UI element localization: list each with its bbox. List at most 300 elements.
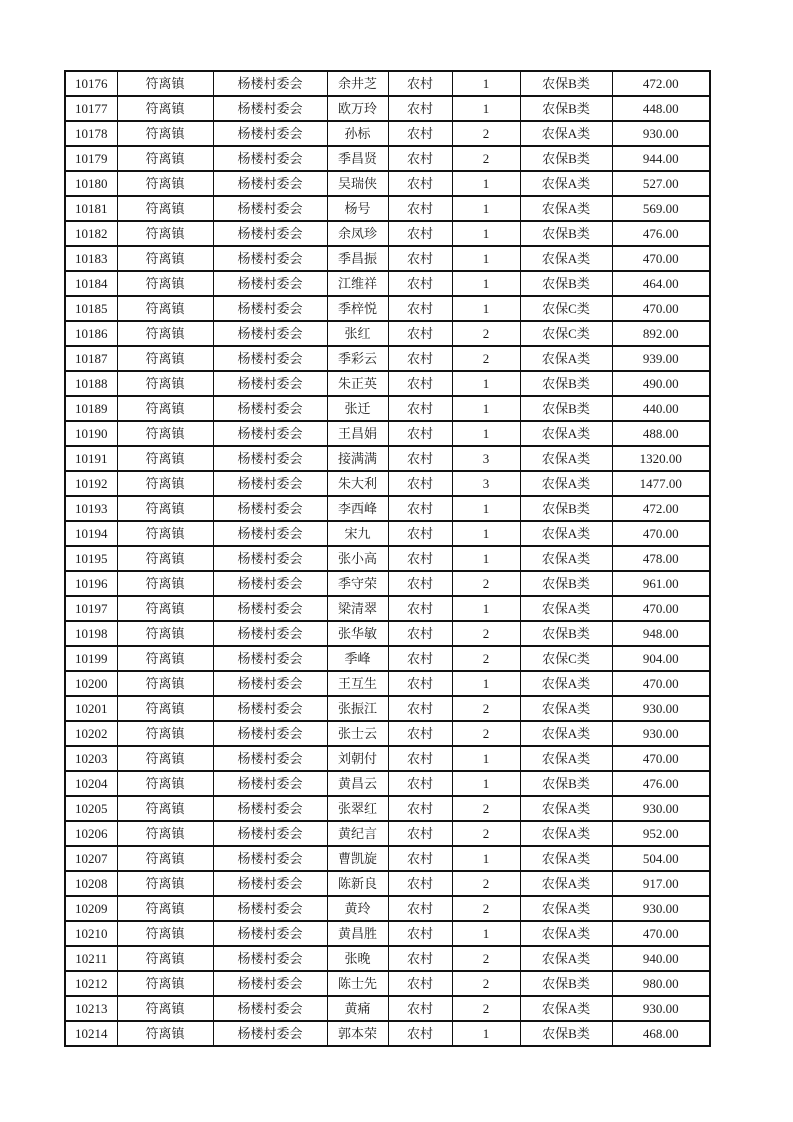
table-row — [65, 271, 710, 296]
cell-name: 黄痛 — [327, 996, 388, 1021]
cell-village: 杨楼村委会 — [213, 771, 327, 796]
cell-village: 杨楼村委会 — [213, 521, 327, 546]
cell-town: 符离镇 — [117, 521, 213, 546]
cell-category: 农保C类 — [520, 296, 612, 321]
cell-residence: 农村 — [388, 846, 452, 871]
payment-table — [64, 70, 711, 1047]
table-row — [65, 346, 710, 371]
cell-category: 农保A类 — [520, 346, 612, 371]
cell-village: 杨楼村委会 — [213, 146, 327, 171]
cell-name: 张小高 — [327, 546, 388, 571]
cell-name: 张华敏 — [327, 621, 388, 646]
cell-residence: 农村 — [388, 746, 452, 771]
cell-town: 符离镇 — [117, 246, 213, 271]
cell-village: 杨楼村委会 — [213, 246, 327, 271]
cell-serial: 10199 — [65, 646, 117, 671]
cell-town: 符离镇 — [117, 371, 213, 396]
cell-town: 符离镇 — [117, 946, 213, 971]
cell-serial: 10176 — [65, 71, 117, 96]
cell-town: 符离镇 — [117, 646, 213, 671]
cell-name: 孙标 — [327, 121, 388, 146]
cell-residence: 农村 — [388, 946, 452, 971]
table-row — [65, 696, 710, 721]
cell-count: 2 — [452, 346, 520, 371]
cell-village: 杨楼村委会 — [213, 171, 327, 196]
cell-serial: 10213 — [65, 996, 117, 1021]
cell-serial: 10196 — [65, 571, 117, 596]
cell-name: 吴瑞侠 — [327, 171, 388, 196]
cell-name: 黄昌胜 — [327, 921, 388, 946]
cell-count: 3 — [452, 446, 520, 471]
cell-name: 陈士先 — [327, 971, 388, 996]
cell-name: 王昌娟 — [327, 421, 388, 446]
cell-town: 符离镇 — [117, 121, 213, 146]
cell-amount: 470.00 — [612, 921, 710, 946]
cell-amount: 892.00 — [612, 321, 710, 346]
cell-count: 2 — [452, 871, 520, 896]
cell-residence: 农村 — [388, 771, 452, 796]
cell-serial: 10185 — [65, 296, 117, 321]
cell-category: 农保A类 — [520, 921, 612, 946]
table-row — [65, 96, 710, 121]
cell-category: 农保B类 — [520, 1021, 612, 1046]
cell-amount: 904.00 — [612, 646, 710, 671]
cell-count: 1 — [452, 596, 520, 621]
cell-residence: 农村 — [388, 896, 452, 921]
cell-serial: 10211 — [65, 946, 117, 971]
cell-residence: 农村 — [388, 1021, 452, 1046]
cell-name: 张士云 — [327, 721, 388, 746]
cell-town: 符离镇 — [117, 871, 213, 896]
cell-amount: 470.00 — [612, 246, 710, 271]
cell-town: 符离镇 — [117, 471, 213, 496]
cell-residence: 农村 — [388, 521, 452, 546]
cell-category: 农保B类 — [520, 71, 612, 96]
cell-town: 符离镇 — [117, 321, 213, 346]
cell-serial: 10186 — [65, 321, 117, 346]
cell-village: 杨楼村委会 — [213, 671, 327, 696]
cell-amount: 448.00 — [612, 96, 710, 121]
cell-village: 杨楼村委会 — [213, 596, 327, 621]
cell-residence: 农村 — [388, 921, 452, 946]
cell-category: 农保C类 — [520, 646, 612, 671]
cell-name: 宋九 — [327, 521, 388, 546]
cell-residence: 农村 — [388, 621, 452, 646]
cell-serial: 10188 — [65, 371, 117, 396]
cell-count: 1 — [452, 496, 520, 521]
table-row — [65, 921, 710, 946]
cell-category: 农保A类 — [520, 946, 612, 971]
cell-count: 1 — [452, 771, 520, 796]
cell-name: 黄昌云 — [327, 771, 388, 796]
cell-serial: 10181 — [65, 196, 117, 221]
cell-count: 1 — [452, 96, 520, 121]
table-row — [65, 596, 710, 621]
cell-serial: 10200 — [65, 671, 117, 696]
cell-count: 2 — [452, 996, 520, 1021]
cell-count: 2 — [452, 721, 520, 746]
cell-count: 2 — [452, 696, 520, 721]
cell-category: 农保B类 — [520, 221, 612, 246]
cell-serial: 10203 — [65, 746, 117, 771]
cell-town: 符离镇 — [117, 146, 213, 171]
cell-category: 农保A类 — [520, 696, 612, 721]
table-row — [65, 146, 710, 171]
cell-name: 张晚 — [327, 946, 388, 971]
cell-count: 1 — [452, 546, 520, 571]
cell-name: 欧万玲 — [327, 96, 388, 121]
cell-amount: 470.00 — [612, 746, 710, 771]
cell-category: 农保B类 — [520, 621, 612, 646]
cell-village: 杨楼村委会 — [213, 221, 327, 246]
cell-category: 农保A类 — [520, 671, 612, 696]
cell-count: 1 — [452, 396, 520, 421]
cell-residence: 农村 — [388, 696, 452, 721]
cell-amount: 917.00 — [612, 871, 710, 896]
cell-residence: 农村 — [388, 421, 452, 446]
table-row — [65, 321, 710, 346]
cell-amount: 504.00 — [612, 846, 710, 871]
cell-category: 农保A类 — [520, 596, 612, 621]
cell-village: 杨楼村委会 — [213, 546, 327, 571]
cell-town: 符离镇 — [117, 271, 213, 296]
cell-village: 杨楼村委会 — [213, 996, 327, 1021]
cell-category: 农保B类 — [520, 571, 612, 596]
table-row — [65, 546, 710, 571]
cell-town: 符离镇 — [117, 1021, 213, 1046]
table-row — [65, 971, 710, 996]
cell-category: 农保B类 — [520, 271, 612, 296]
cell-amount: 930.00 — [612, 796, 710, 821]
cell-amount: 1320.00 — [612, 446, 710, 471]
cell-amount: 930.00 — [612, 996, 710, 1021]
table-row — [65, 121, 710, 146]
table-row — [65, 521, 710, 546]
cell-amount: 464.00 — [612, 271, 710, 296]
cell-amount: 470.00 — [612, 596, 710, 621]
cell-village: 杨楼村委会 — [213, 421, 327, 446]
cell-village: 杨楼村委会 — [213, 646, 327, 671]
cell-village: 杨楼村委会 — [213, 346, 327, 371]
cell-village: 杨楼村委会 — [213, 96, 327, 121]
cell-count: 1 — [452, 246, 520, 271]
cell-count: 2 — [452, 896, 520, 921]
cell-serial: 10198 — [65, 621, 117, 646]
cell-count: 2 — [452, 946, 520, 971]
cell-serial: 10190 — [65, 421, 117, 446]
cell-category: 农保A类 — [520, 746, 612, 771]
cell-serial: 10194 — [65, 521, 117, 546]
cell-name: 黄纪言 — [327, 821, 388, 846]
cell-town: 符离镇 — [117, 996, 213, 1021]
cell-amount: 939.00 — [612, 346, 710, 371]
cell-serial: 10202 — [65, 721, 117, 746]
cell-town: 符离镇 — [117, 421, 213, 446]
cell-count: 1 — [452, 421, 520, 446]
cell-village: 杨楼村委会 — [213, 321, 327, 346]
cell-amount: 940.00 — [612, 946, 710, 971]
cell-town: 符离镇 — [117, 721, 213, 746]
cell-town: 符离镇 — [117, 596, 213, 621]
cell-serial: 10197 — [65, 596, 117, 621]
cell-residence: 农村 — [388, 496, 452, 521]
cell-name: 梁清翠 — [327, 596, 388, 621]
cell-town: 符离镇 — [117, 796, 213, 821]
cell-residence: 农村 — [388, 71, 452, 96]
cell-count: 1 — [452, 71, 520, 96]
cell-town: 符离镇 — [117, 846, 213, 871]
cell-town: 符离镇 — [117, 771, 213, 796]
cell-residence: 农村 — [388, 796, 452, 821]
cell-category: 农保A类 — [520, 196, 612, 221]
table-row — [65, 846, 710, 871]
cell-residence: 农村 — [388, 271, 452, 296]
cell-town: 符离镇 — [117, 196, 213, 221]
cell-count: 1 — [452, 221, 520, 246]
cell-serial: 10205 — [65, 796, 117, 821]
cell-category: 农保A类 — [520, 996, 612, 1021]
cell-name: 季彩云 — [327, 346, 388, 371]
cell-amount: 470.00 — [612, 296, 710, 321]
cell-category: 农保A类 — [520, 896, 612, 921]
cell-town: 符离镇 — [117, 821, 213, 846]
cell-serial: 10208 — [65, 871, 117, 896]
cell-amount: 476.00 — [612, 221, 710, 246]
cell-count: 1 — [452, 296, 520, 321]
cell-count: 1 — [452, 521, 520, 546]
cell-town: 符离镇 — [117, 696, 213, 721]
cell-town: 符离镇 — [117, 971, 213, 996]
cell-category: 农保A类 — [520, 796, 612, 821]
cell-serial: 10209 — [65, 896, 117, 921]
table-row — [65, 646, 710, 671]
cell-name: 郭本荣 — [327, 1021, 388, 1046]
table-row — [65, 796, 710, 821]
table-row — [65, 571, 710, 596]
cell-town: 符离镇 — [117, 621, 213, 646]
cell-count: 1 — [452, 921, 520, 946]
cell-count: 1 — [452, 271, 520, 296]
cell-serial: 10207 — [65, 846, 117, 871]
cell-amount: 527.00 — [612, 171, 710, 196]
table-row — [65, 771, 710, 796]
cell-serial: 10214 — [65, 1021, 117, 1046]
cell-category: 农保A类 — [520, 871, 612, 896]
cell-town: 符离镇 — [117, 71, 213, 96]
cell-amount: 472.00 — [612, 496, 710, 521]
cell-residence: 农村 — [388, 671, 452, 696]
cell-count: 3 — [452, 471, 520, 496]
cell-category: 农保B类 — [520, 371, 612, 396]
cell-village: 杨楼村委会 — [213, 196, 327, 221]
cell-name: 朱正英 — [327, 371, 388, 396]
cell-residence: 农村 — [388, 546, 452, 571]
table-body — [65, 71, 710, 1046]
cell-serial: 10204 — [65, 771, 117, 796]
cell-name: 张迁 — [327, 396, 388, 421]
table-row — [65, 746, 710, 771]
cell-residence: 农村 — [388, 396, 452, 421]
cell-count: 2 — [452, 821, 520, 846]
cell-village: 杨楼村委会 — [213, 396, 327, 421]
cell-amount: 490.00 — [612, 371, 710, 396]
cell-name: 江维祥 — [327, 271, 388, 296]
cell-category: 农保A类 — [520, 421, 612, 446]
cell-town: 符离镇 — [117, 96, 213, 121]
cell-residence: 农村 — [388, 171, 452, 196]
cell-town: 符离镇 — [117, 296, 213, 321]
cell-village: 杨楼村委会 — [213, 571, 327, 596]
cell-serial: 10184 — [65, 271, 117, 296]
cell-name: 朱大利 — [327, 471, 388, 496]
cell-village: 杨楼村委会 — [213, 496, 327, 521]
cell-amount: 470.00 — [612, 671, 710, 696]
cell-count: 1 — [452, 371, 520, 396]
cell-name: 张振江 — [327, 696, 388, 721]
cell-amount: 470.00 — [612, 521, 710, 546]
cell-residence: 农村 — [388, 321, 452, 346]
cell-village: 杨楼村委会 — [213, 721, 327, 746]
cell-residence: 农村 — [388, 571, 452, 596]
cell-residence: 农村 — [388, 371, 452, 396]
cell-town: 符离镇 — [117, 546, 213, 571]
table-row — [65, 1021, 710, 1046]
cell-amount: 930.00 — [612, 696, 710, 721]
cell-count: 1 — [452, 671, 520, 696]
cell-count: 2 — [452, 971, 520, 996]
cell-village: 杨楼村委会 — [213, 271, 327, 296]
cell-serial: 10212 — [65, 971, 117, 996]
table-row — [65, 946, 710, 971]
cell-serial: 10183 — [65, 246, 117, 271]
cell-amount: 980.00 — [612, 971, 710, 996]
cell-village: 杨楼村委会 — [213, 471, 327, 496]
cell-village: 杨楼村委会 — [213, 871, 327, 896]
cell-residence: 农村 — [388, 346, 452, 371]
cell-serial: 10191 — [65, 446, 117, 471]
table-row — [65, 221, 710, 246]
cell-count: 2 — [452, 121, 520, 146]
cell-village: 杨楼村委会 — [213, 71, 327, 96]
table-row — [65, 821, 710, 846]
cell-category: 农保B类 — [520, 771, 612, 796]
cell-name: 季昌振 — [327, 246, 388, 271]
cell-name: 王互生 — [327, 671, 388, 696]
cell-town: 符离镇 — [117, 921, 213, 946]
table-row — [65, 721, 710, 746]
cell-count: 1 — [452, 196, 520, 221]
cell-town: 符离镇 — [117, 396, 213, 421]
cell-residence: 农村 — [388, 821, 452, 846]
cell-village: 杨楼村委会 — [213, 796, 327, 821]
cell-category: 农保B类 — [520, 971, 612, 996]
cell-serial: 10195 — [65, 546, 117, 571]
cell-category: 农保A类 — [520, 821, 612, 846]
cell-town: 符离镇 — [117, 171, 213, 196]
cell-name: 季守荣 — [327, 571, 388, 596]
table-row — [65, 446, 710, 471]
cell-residence: 农村 — [388, 996, 452, 1021]
cell-village: 杨楼村委会 — [213, 621, 327, 646]
cell-count: 2 — [452, 571, 520, 596]
cell-count: 2 — [452, 646, 520, 671]
table-row — [65, 996, 710, 1021]
cell-residence: 农村 — [388, 246, 452, 271]
cell-serial: 10192 — [65, 471, 117, 496]
cell-serial: 10180 — [65, 171, 117, 196]
cell-count: 2 — [452, 146, 520, 171]
cell-town: 符离镇 — [117, 221, 213, 246]
cell-count: 1 — [452, 1021, 520, 1046]
cell-name: 李西峰 — [327, 496, 388, 521]
cell-residence: 农村 — [388, 196, 452, 221]
cell-category: 农保B类 — [520, 496, 612, 521]
cell-category: 农保C类 — [520, 321, 612, 346]
cell-amount: 961.00 — [612, 571, 710, 596]
cell-residence: 农村 — [388, 121, 452, 146]
cell-village: 杨楼村委会 — [213, 921, 327, 946]
cell-category: 农保A类 — [520, 846, 612, 871]
cell-residence: 农村 — [388, 646, 452, 671]
table-row — [65, 496, 710, 521]
cell-town: 符离镇 — [117, 346, 213, 371]
cell-serial: 10177 — [65, 96, 117, 121]
cell-category: 农保A类 — [520, 546, 612, 571]
cell-town: 符离镇 — [117, 746, 213, 771]
cell-town: 符离镇 — [117, 896, 213, 921]
cell-name: 季峰 — [327, 646, 388, 671]
cell-amount: 569.00 — [612, 196, 710, 221]
cell-category: 农保A类 — [520, 446, 612, 471]
cell-count: 2 — [452, 621, 520, 646]
cell-amount: 948.00 — [612, 621, 710, 646]
cell-category: 农保B类 — [520, 146, 612, 171]
cell-residence: 农村 — [388, 146, 452, 171]
cell-serial: 10189 — [65, 396, 117, 421]
cell-name: 接满满 — [327, 446, 388, 471]
cell-serial: 10178 — [65, 121, 117, 146]
table-row — [65, 896, 710, 921]
cell-amount: 472.00 — [612, 71, 710, 96]
cell-amount: 468.00 — [612, 1021, 710, 1046]
cell-serial: 10206 — [65, 821, 117, 846]
table-row — [65, 196, 710, 221]
cell-village: 杨楼村委会 — [213, 371, 327, 396]
table-row — [65, 246, 710, 271]
cell-count: 1 — [452, 846, 520, 871]
table-row — [65, 296, 710, 321]
cell-amount: 440.00 — [612, 396, 710, 421]
cell-village: 杨楼村委会 — [213, 121, 327, 146]
cell-category: 农保B类 — [520, 96, 612, 121]
cell-serial: 10193 — [65, 496, 117, 521]
cell-serial: 10210 — [65, 921, 117, 946]
table-row — [65, 171, 710, 196]
cell-category: 农保A类 — [520, 521, 612, 546]
cell-village: 杨楼村委会 — [213, 1021, 327, 1046]
cell-village: 杨楼村委会 — [213, 846, 327, 871]
cell-village: 杨楼村委会 — [213, 971, 327, 996]
cell-residence: 农村 — [388, 96, 452, 121]
cell-village: 杨楼村委会 — [213, 746, 327, 771]
cell-name: 季梓悦 — [327, 296, 388, 321]
cell-name: 张红 — [327, 321, 388, 346]
cell-category: 农保A类 — [520, 721, 612, 746]
cell-amount: 488.00 — [612, 421, 710, 446]
cell-residence: 农村 — [388, 296, 452, 321]
cell-name: 陈新良 — [327, 871, 388, 896]
cell-serial: 10187 — [65, 346, 117, 371]
